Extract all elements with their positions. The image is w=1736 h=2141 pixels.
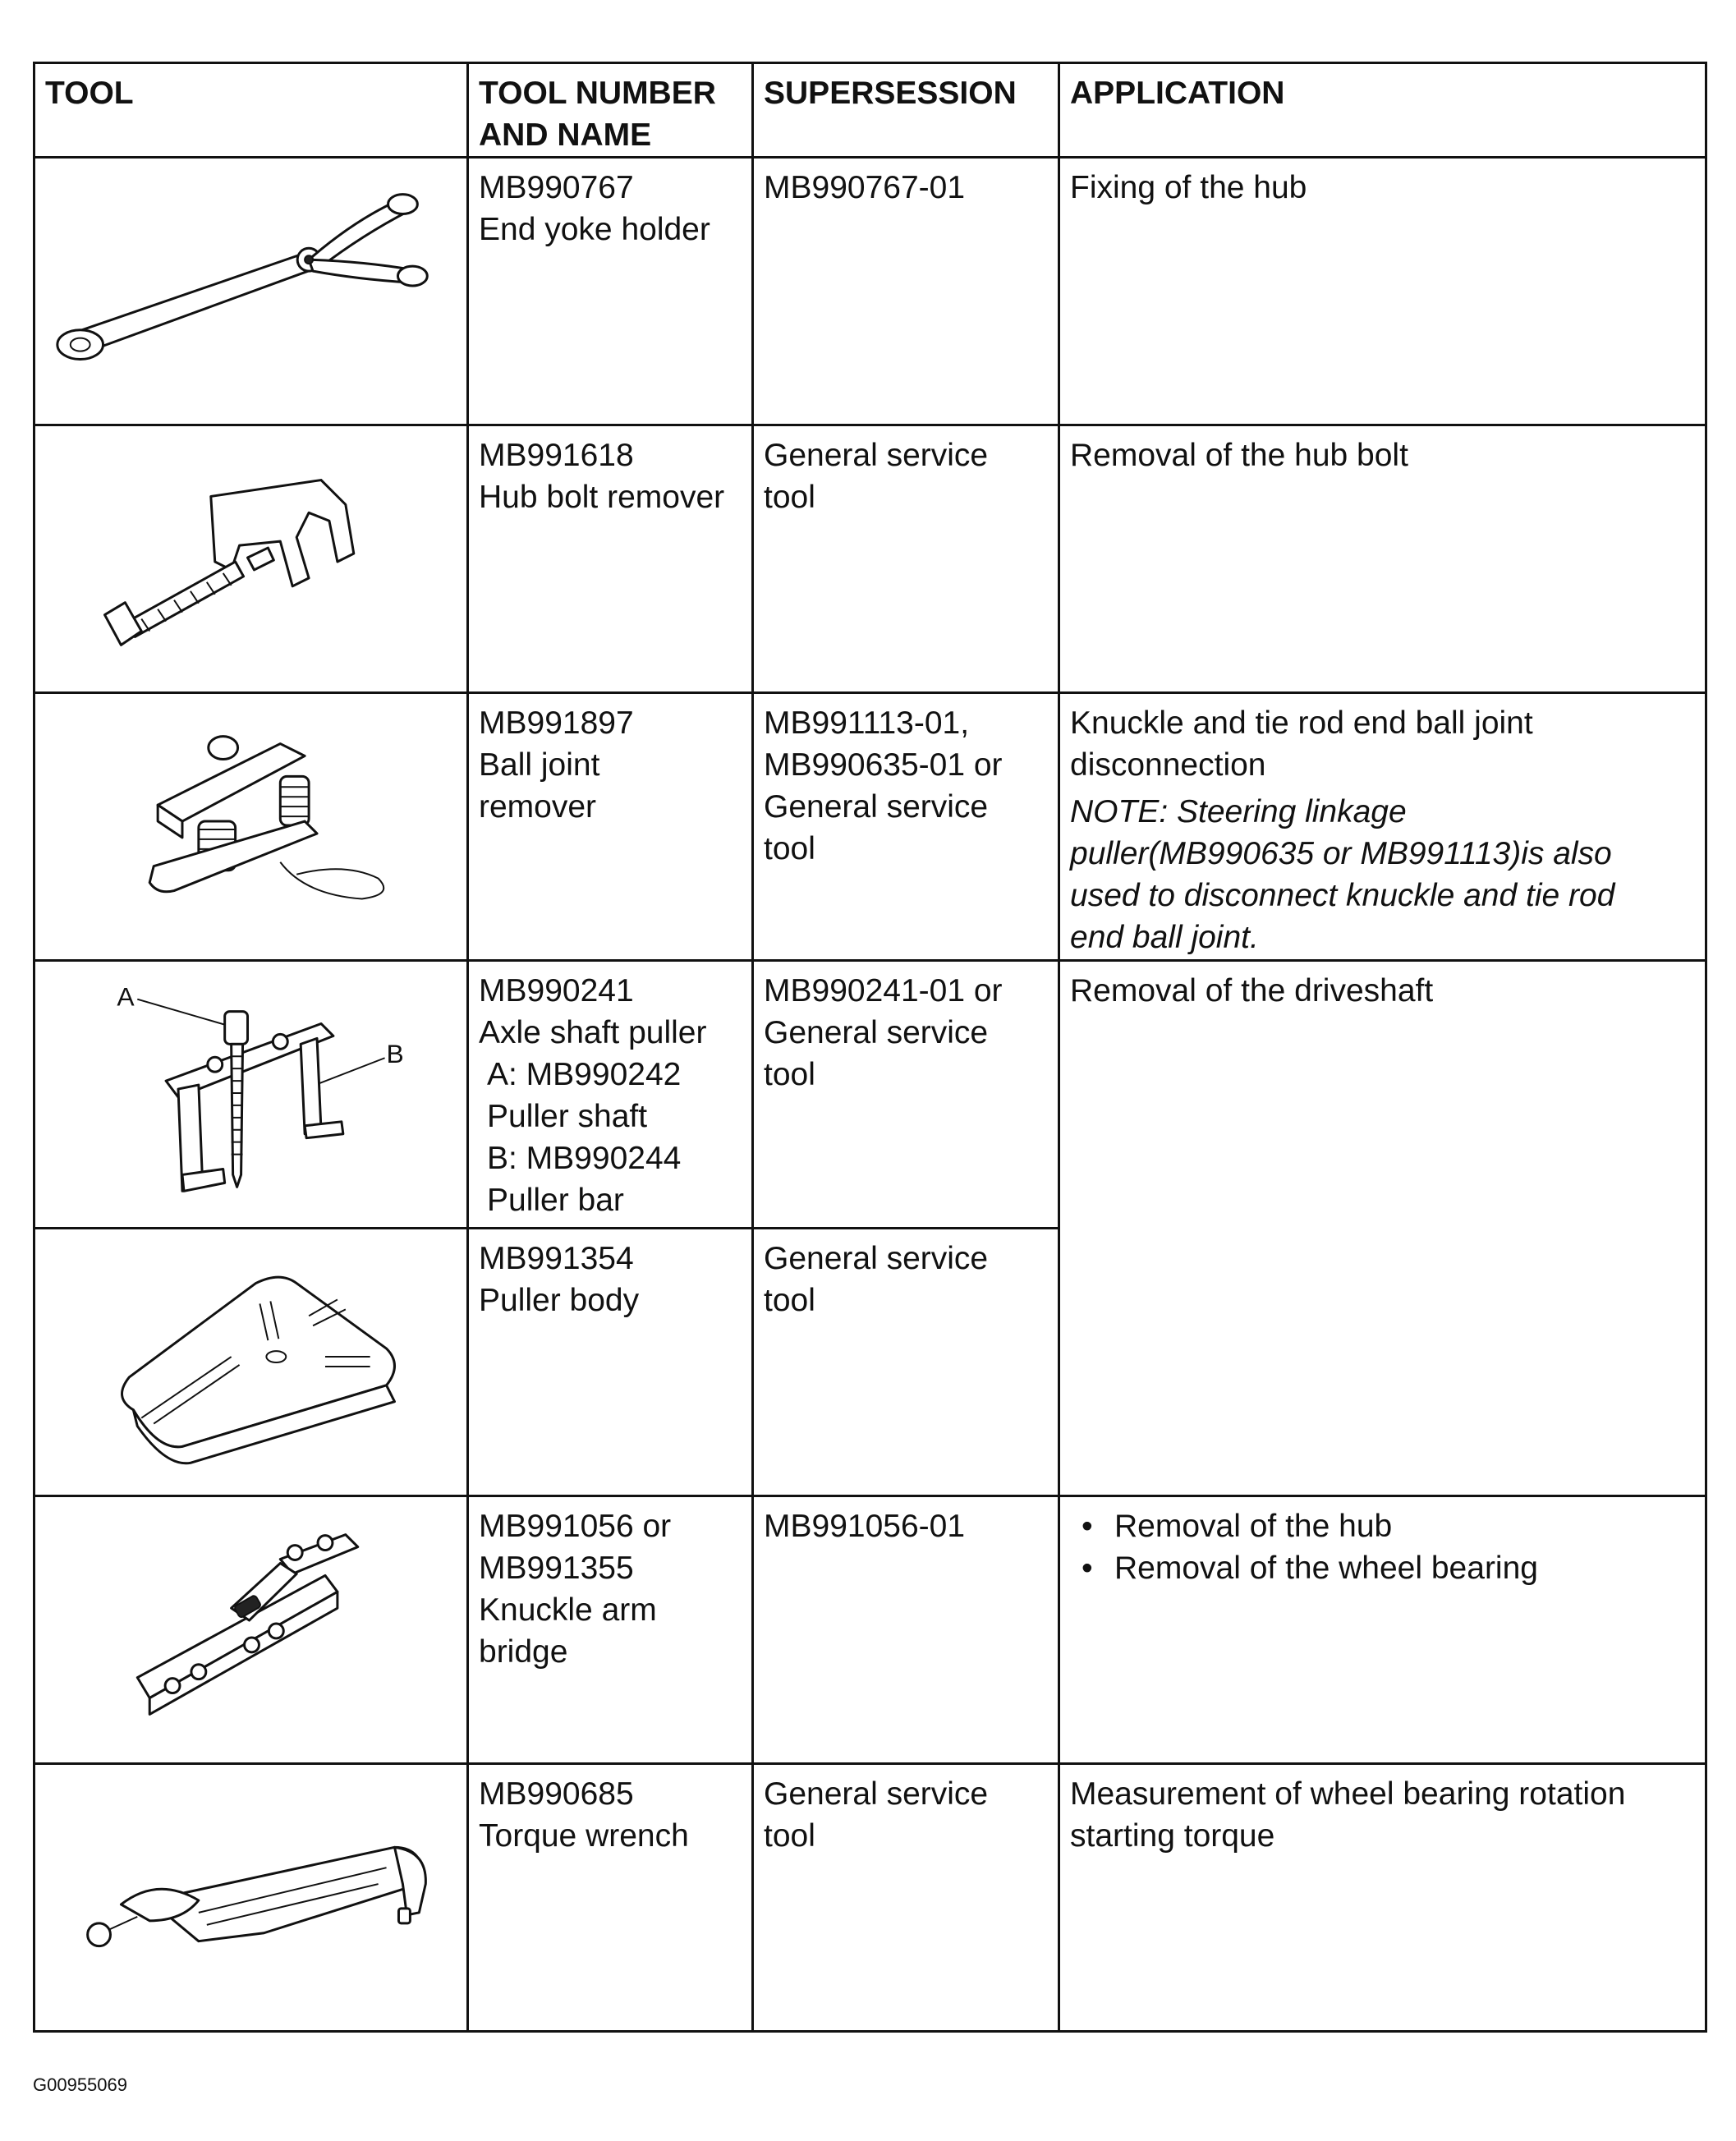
header-number-line-1: TOOL NUMBER: [479, 76, 716, 111]
tool-number-name-cell: [468, 1496, 753, 1764]
tool-number: MB991618: [479, 438, 634, 473]
supersession-cell: [753, 425, 1059, 693]
supersession-cell: [753, 1764, 1059, 2032]
supersession-line: General service: [764, 1776, 989, 1812]
tool-number-name-cell: [468, 961, 753, 1229]
tool-name: End yoke holder: [479, 212, 710, 247]
torque-wrench-icon: [35, 1765, 466, 2030]
tool-number-name-cell: [468, 1229, 753, 1496]
component-line: Puller shaft: [487, 1099, 648, 1134]
tool-name: Knuckle arm: [479, 1592, 657, 1628]
table-row: [34, 961, 1706, 1229]
tool-image-cell: [34, 693, 468, 961]
tool-number: MB991354: [479, 1241, 634, 1276]
tool-image-cell: [34, 158, 468, 425]
component-line: A: MB990242: [487, 1057, 682, 1092]
tool-name: remover: [479, 789, 597, 825]
header-tool-number-name: [468, 63, 753, 158]
note-line: end ball joint.: [1070, 920, 1259, 955]
supersession-line: MB990635-01 or: [764, 747, 1003, 783]
application-text: Measurement of wheel bearing rotation: [1070, 1776, 1626, 1812]
supersession-line: General service: [764, 1015, 989, 1050]
tool-number: MB990767: [479, 170, 634, 205]
callout-a: A: [117, 981, 135, 1012]
table-row: [34, 1496, 1706, 1764]
table-row: [34, 158, 1706, 425]
header-number-line-2: AND NAME: [479, 117, 652, 153]
supersession-line: MB991113-01,: [764, 705, 970, 741]
note-line: puller(MB990635 or MB991113)is also: [1070, 836, 1612, 871]
tool-number: MB991355: [479, 1551, 634, 1586]
supersession-line: tool: [764, 831, 815, 866]
end-yoke-holder-icon: [35, 159, 466, 424]
application-text: starting torque: [1070, 1818, 1275, 1854]
special-tools-table-sheet: [33, 62, 1705, 2042]
supersession-line: tool: [764, 1818, 815, 1854]
tool-number-name-cell: [468, 1764, 753, 2032]
tool-image-cell: [34, 1496, 468, 1764]
component-line: B: MB990244: [487, 1141, 682, 1176]
supersession-line: MB990241-01 or: [764, 973, 1003, 1008]
supersession-line: MB991056-01: [764, 1509, 966, 1544]
table-row: [34, 1764, 1706, 2032]
tool-number: MB991056 or: [479, 1509, 672, 1544]
figure-code: G00955069: [33, 2074, 127, 2095]
tool-image-cell: [34, 1764, 468, 2032]
hub-bolt-remover-icon: [35, 426, 466, 691]
tool-name: Torque wrench: [479, 1818, 689, 1854]
puller-body-icon: [35, 1229, 466, 1495]
special-tools-table: [33, 62, 1707, 2033]
table-row: [34, 425, 1706, 693]
tool-number: MB990241: [479, 973, 634, 1008]
application-cell: [1059, 158, 1706, 425]
ball-joint-remover-icon: [35, 694, 466, 959]
application-text: Fixing of the hub: [1070, 170, 1307, 205]
application-text: Knuckle and tie rod end ball joint: [1070, 705, 1533, 741]
note-line: NOTE: Steering linkage: [1070, 794, 1407, 829]
supersession-cell: [753, 693, 1059, 961]
tool-name: Hub bolt remover: [479, 480, 725, 515]
application-item: • Removal of the hub: [1082, 1505, 1697, 1547]
supersession-line: tool: [764, 1057, 815, 1092]
header-supersession: SUPERSESSION: [753, 63, 1059, 158]
tool-name: Axle shaft puller: [479, 1015, 707, 1050]
tool-number-name-cell: [468, 693, 753, 961]
component-line: Puller bar: [487, 1183, 624, 1218]
header-application: APPLICATION: [1059, 63, 1706, 158]
tool-name: Ball joint: [479, 747, 600, 783]
application-note: [1070, 791, 1697, 958]
tool-number-name-cell: [468, 158, 753, 425]
axle-shaft-puller-icon: [35, 962, 466, 1227]
application-cell: [1059, 425, 1706, 693]
tool-name: Puller body: [479, 1283, 640, 1318]
note-line: used to disconnect knuckle and tie rod: [1070, 878, 1615, 913]
supersession-cell: [753, 1496, 1059, 1764]
tool-number: MB991897: [479, 705, 634, 741]
application-text: Removal of the hub bolt: [1070, 438, 1408, 473]
application-cell: [1059, 961, 1706, 1496]
supersession-line: General service: [764, 1241, 989, 1276]
supersession-line: General service: [764, 789, 989, 825]
table-row: [34, 693, 1706, 961]
application-text: disconnection: [1070, 747, 1266, 783]
supersession-line: tool: [764, 480, 815, 515]
callout-b: B: [386, 1039, 404, 1069]
application-cell: [1059, 693, 1706, 961]
application-text: Removal of the driveshaft: [1070, 973, 1434, 1008]
tool-number: MB990685: [479, 1776, 634, 1812]
tool-number-name-cell: [468, 425, 753, 693]
tool-image-cell: [34, 1229, 468, 1496]
tool-name: bridge: [479, 1634, 568, 1670]
knuckle-arm-bridge-icon: [35, 1497, 466, 1762]
supersession-cell: [753, 158, 1059, 425]
supersession-cell: [753, 961, 1059, 1229]
application-item: • Removal of the wheel bearing: [1082, 1547, 1697, 1589]
application-list: [1070, 1505, 1697, 1589]
header-row: [34, 63, 1706, 158]
supersession-line: General service: [764, 438, 989, 473]
tool-image-cell: [34, 425, 468, 693]
supersession-cell: [753, 1229, 1059, 1496]
supersession-line: MB990767-01: [764, 170, 966, 205]
application-cell: [1059, 1764, 1706, 2032]
tool-image-cell: [34, 961, 468, 1229]
application-cell: [1059, 1496, 1706, 1764]
supersession-line: tool: [764, 1283, 815, 1318]
header-tool: TOOL: [34, 63, 468, 158]
